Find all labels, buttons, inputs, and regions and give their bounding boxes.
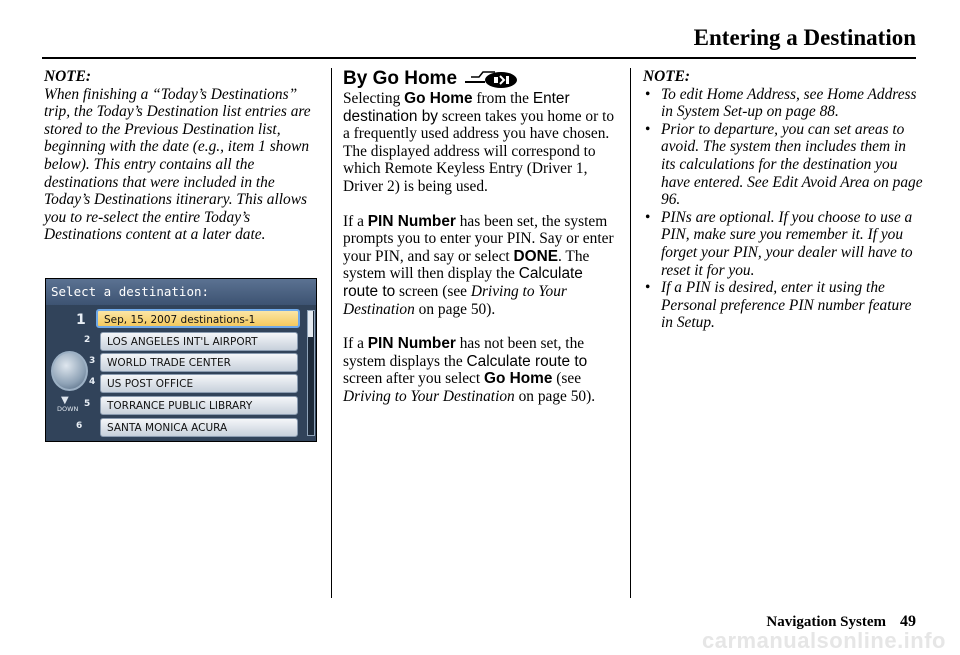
destination-row: SANTA MONICA ACURA — [100, 418, 298, 437]
text-run: on page 50). — [514, 387, 596, 405]
note-text: When finishing a “Today’s Destinations” trip, the Today’s Destination list entries are stored to the Previous Destination list, beginning with the date (e.g., item 1 shown below). This entry contains all the destinations that were included in the Today’s Destinations itinerary. This allows you to re-select the entire Today’s Destinations content at a later date. — [44, 85, 311, 244]
note-list — [643, 86, 923, 332]
list-item: • Prior to departure, you can set areas to avoid. The system then includes them in its calculations for the destination you have entered. See Edit Avoid Area on page 96. — [643, 121, 923, 209]
cross-reference: Driving to Your Destination — [343, 282, 567, 318]
list-item: • If a PIN is desired, enter it using the Personal preference PIN number feature in Setup. — [643, 279, 923, 332]
section-heading-text: By Go Home — [343, 68, 458, 89]
list-item: • To edit Home Address, see Home Address in System Set-up on page 88. — [643, 86, 923, 121]
page-header-title: Entering a Destination — [693, 25, 916, 50]
column-left — [44, 68, 322, 244]
joystick-knob-icon — [51, 351, 88, 391]
destination-row-selected: Sep, 15, 2007 destinations-1 — [96, 309, 300, 328]
text-run: screen (see — [395, 282, 471, 300]
text-run: . The system will then display the — [343, 247, 590, 283]
column-divider-2 — [630, 68, 631, 598]
ui-term: PIN Number — [367, 212, 456, 230]
column-middle — [343, 68, 621, 423]
paragraph-pin-not-set — [343, 335, 621, 405]
paragraph-go-home — [343, 90, 621, 196]
ui-term: Enter destination by — [343, 90, 570, 125]
row-number: 3 — [89, 356, 96, 366]
section-heading — [343, 68, 621, 90]
destination-row: WORLD TRADE CENTER — [100, 353, 298, 372]
down-arrow-icon: ▼ — [61, 395, 69, 406]
text-run: on page 50). — [414, 300, 496, 318]
destination-row: US POST OFFICE — [100, 374, 298, 393]
column-right — [643, 68, 923, 332]
text-run: from the — [472, 90, 533, 107]
column-divider-1 — [331, 68, 332, 598]
text-run: If a — [343, 212, 368, 230]
screen-scroll-thumb — [308, 311, 313, 337]
page-number: 49 — [900, 613, 916, 630]
note-heading: NOTE: — [44, 68, 92, 85]
watermark: carmanualsonline.info — [702, 628, 946, 653]
ui-term: PIN Number — [367, 335, 456, 353]
ui-term: Go Home — [484, 370, 553, 388]
footer-label: Navigation System — [766, 614, 886, 630]
navigation-screen-image — [45, 278, 317, 442]
destination-row: LOS ANGELES INT'L AIRPORT — [100, 332, 298, 351]
down-label: DOWN — [57, 405, 79, 413]
text-run: screen takes you home or to a frequently used address you have chosen. The displayed address will correspond to which Remote Keyless Entry (Driver 1, Driver 2) is being used. — [343, 107, 615, 195]
ui-term: DONE — [513, 247, 559, 265]
list-item: • PINs are optional. If you choose to use a PIN, make sure you remember it. If you forget your PIN, your dealer will have to reset it for you. — [643, 209, 923, 279]
voice-command-icon — [463, 69, 521, 89]
row-number: 5 — [84, 399, 91, 409]
destination-row: TORRANCE PUBLIC LIBRARY — [100, 396, 298, 415]
text-run: If a — [343, 335, 368, 353]
text-run: (see — [552, 370, 582, 388]
text-run: screen after you select — [343, 370, 485, 388]
ui-term: Calculate route to — [466, 352, 588, 370]
text-run: Selecting — [343, 90, 405, 107]
row-number: 1 — [76, 312, 86, 328]
row-number: 6 — [76, 421, 83, 431]
header-rule — [42, 57, 916, 59]
ui-term: Calculate route to — [343, 265, 583, 300]
cross-reference: Driving to Your Destination — [343, 387, 515, 405]
paragraph-pin-set — [343, 213, 621, 319]
note-heading: NOTE: — [643, 68, 691, 85]
row-number: 4 — [89, 377, 96, 387]
text-run: has not been set, the system displays the — [343, 335, 585, 370]
ui-term: Go Home — [404, 90, 473, 107]
row-number: 2 — [84, 335, 91, 345]
screen-title: Select a destination: — [46, 279, 316, 305]
text-run: has been set, the system prompts you to enter your PIN. Say or enter your PIN, and say or select — [343, 212, 614, 265]
